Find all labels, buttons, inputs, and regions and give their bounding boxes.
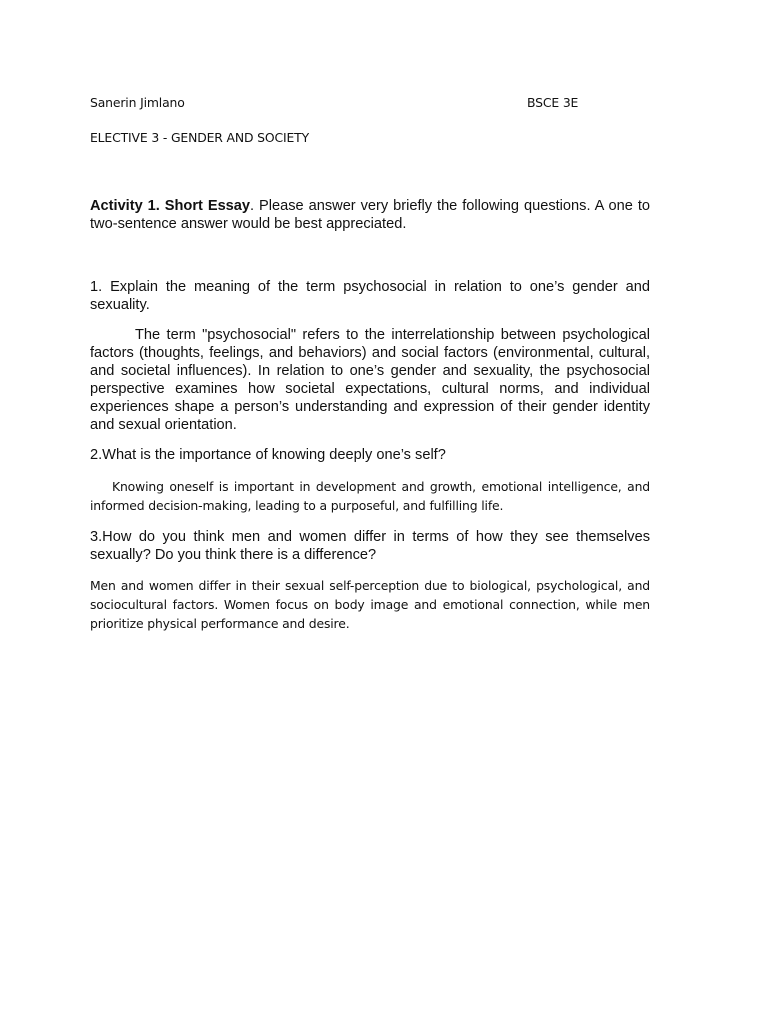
student-name: Sanerin Jimlano [90, 95, 185, 110]
answer-2: Knowing oneself is important in development and growth, emotional intelligence, and informed decision-making, leading to a purposeful, and fulfilling life. [90, 479, 650, 513]
activity-paragraph [90, 197, 650, 233]
course-title: ELECTIVE 3 - GENDER AND SOCIETY [90, 130, 309, 145]
question-3: 3.How do you think men and women differ in terms of how they see themselves sexually? Do you think there is a difference? [90, 529, 650, 563]
question-1: 1. Explain the meaning of the term psychosocial in relation to one’s gender and sexuality. [90, 279, 650, 313]
answer-1: The term "psychosocial" refers to the interrelationship between psychological factors (thoughts, feelings, and behaviors) and social factors (environmental, cultural, and societal influences). In relation to one’s gender and sexuality, the psychosocial perspective examines how societal expectations, cultural norms, and individual experiences shape a person’s understanding and expression of their gender identity and sexual orientation. [90, 327, 650, 433]
question-2: 2.What is the importance of knowing deeply one’s self? [90, 447, 446, 463]
activity-instructions: . Please answer very briefly the following questions. A one to two-sentence answer would be best appreciated. [90, 198, 650, 232]
program-label: BSCE 3E [527, 95, 579, 110]
activity-title: Activity 1. Short Essay [90, 198, 251, 214]
answer-3: Men and women differ in their sexual self-perception due to biological, psychological, and sociocultural factors. Women focus on body image and emotional connection, while men prioritize physical performance and desire. [90, 578, 650, 631]
